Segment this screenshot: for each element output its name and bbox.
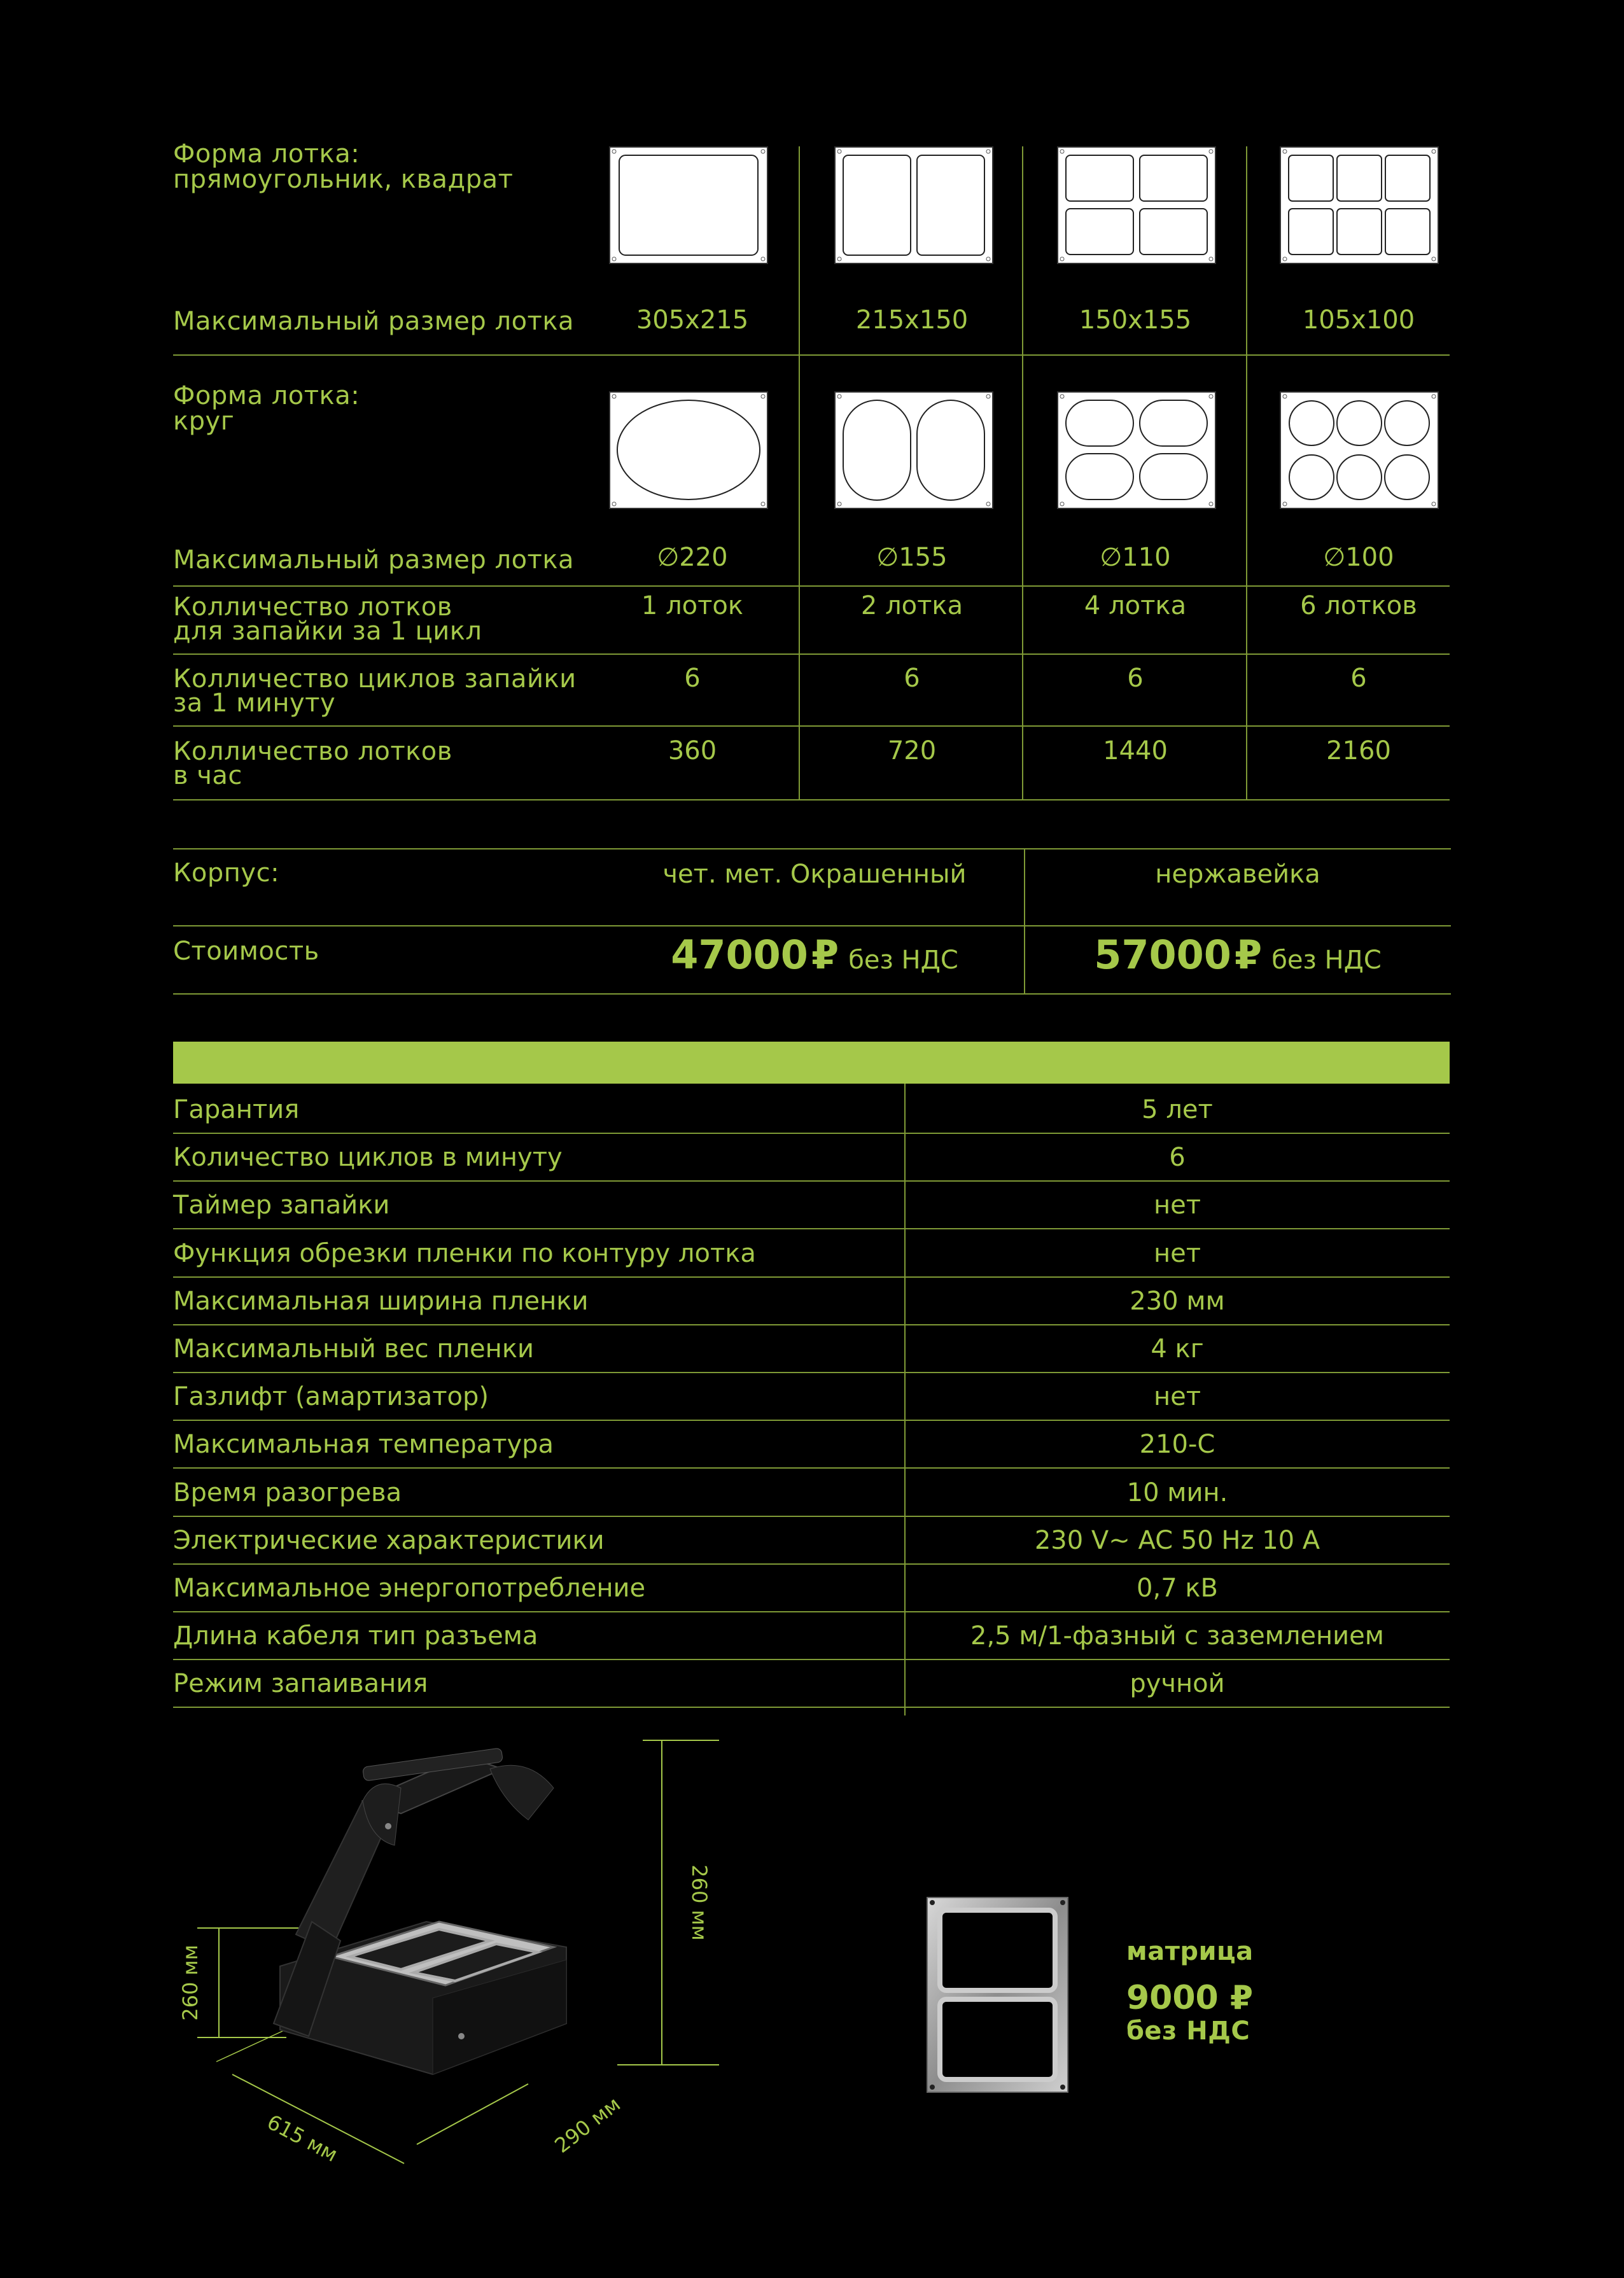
diameter-icon: ∅: [1323, 543, 1346, 572]
divider: [173, 993, 1451, 995]
rect-size-2: 215х150: [855, 305, 969, 335]
trays-per-cycle-label: Колличество лотков для запайки за 1 цикл: [173, 592, 482, 646]
column-divider: [1246, 146, 1247, 800]
tray-round-6-compartment-icon: [1280, 391, 1439, 509]
cost-label: Стоимость: [173, 937, 319, 966]
spec-label: Длина кабеля тип разъема: [173, 1621, 538, 1651]
spec-value: нет: [1153, 1238, 1201, 1268]
rect-size-1: 305х215: [636, 305, 749, 335]
body-option-painted: чет. мет. Окрашенный: [662, 860, 967, 889]
price-amount: 47000: [671, 932, 808, 978]
cycles-per-minute-label: Колличество циклов запайки за 1 минуту: [173, 664, 577, 718]
divider: [173, 799, 1450, 800]
width-label: 290 мм: [550, 2092, 626, 2158]
length-label: 615 мм: [263, 2109, 342, 2167]
round-shape-label-line1: Форма лотка:: [173, 381, 360, 410]
cycles-per-minute-3: 6: [1127, 664, 1144, 693]
spec-value: нет: [1153, 1382, 1201, 1412]
spec-value: 6: [1169, 1143, 1186, 1173]
matrix-price: 9000 ₽: [1126, 1979, 1254, 2017]
sealing-matrix-image: [926, 1896, 1069, 2093]
trays-per-cycle-3: 4 лотка: [1084, 591, 1187, 620]
tray-round-1-compartment-icon: [609, 391, 768, 509]
divider-round-section: [173, 585, 1450, 587]
trays-per-hour-label: Колличество лотков в час: [173, 737, 452, 790]
trays-per-hour-2: 720: [887, 736, 937, 765]
round-diameter-4: ∅100: [1323, 543, 1394, 572]
spec-label: Количество циклов в минуту: [173, 1143, 563, 1173]
spec-label: Электрические характеристики: [173, 1525, 605, 1555]
round-shape-label: [173, 383, 360, 434]
round-max-size-label: Максимальный размер лотка: [173, 545, 575, 575]
tray-round-4-compartment-icon: [1057, 391, 1216, 509]
column-divider: [799, 146, 800, 800]
tray-rect-4-compartment-icon: [1057, 146, 1216, 264]
rect-size-4: 105х100: [1302, 305, 1415, 335]
spec-row-divider: [173, 1707, 1450, 1708]
rect-max-size-label: Максимальный размер лотка: [173, 307, 575, 336]
divider-rect-section: [173, 354, 1450, 356]
height-right-label: 260 мм: [687, 1864, 711, 1941]
diameter-icon: ∅: [1100, 543, 1123, 572]
tray-sealer-machine-image: [172, 1731, 745, 2176]
rect-shape-label: [173, 141, 513, 192]
divider: [173, 725, 1450, 727]
trays-per-hour-4: 2160: [1326, 736, 1391, 765]
round-diameter-2: ∅155: [876, 543, 948, 572]
spec-label: Максимальная температура: [173, 1430, 554, 1460]
spec-label: Таймер запайки: [173, 1191, 390, 1220]
trays-per-cycle-1: 1 лоток: [641, 591, 744, 620]
spec-label: Гарантия: [173, 1095, 300, 1124]
round-diameter-1: ∅220: [657, 543, 728, 572]
column-divider: [1022, 146, 1023, 800]
spec-value: 10 мин.: [1126, 1478, 1228, 1507]
spec-value: 2,5 м/1-фазный с заземлением: [970, 1621, 1384, 1651]
spec-label: Максимальное энергопотребление: [173, 1574, 646, 1603]
trays-per-hour-3: 1440: [1103, 736, 1168, 765]
ruble-icon: ₽: [1235, 932, 1263, 978]
diameter-icon: ∅: [876, 543, 899, 572]
tray-rect-2-compartment-icon: [834, 146, 993, 264]
spec-value: 0,7 кВ: [1137, 1574, 1218, 1603]
spec-table-header-bar: [173, 1042, 1450, 1084]
column-divider: [1024, 848, 1025, 995]
trays-per-cycle-2: 2 лотка: [860, 591, 963, 620]
matrix-vat: без НДС: [1126, 2016, 1250, 2046]
tray-round-2-compartment-icon: [834, 391, 993, 509]
price-vat: без НДС: [1271, 946, 1382, 975]
spec-value: 210-С: [1139, 1430, 1215, 1460]
spec-value: 230 мм: [1130, 1286, 1225, 1316]
spec-value: 230 V~ AC 50 Hz 10 A: [1034, 1525, 1320, 1555]
divider: [173, 653, 1450, 655]
round-shape-label-line2: круг: [173, 407, 235, 436]
spec-label: Максимальный вес пленки: [173, 1334, 534, 1364]
price-amount: 57000: [1094, 932, 1231, 978]
tray-rect-1-compartment-icon: [609, 146, 768, 264]
rect-shape-label-line2: прямоугольник, квадрат: [173, 165, 514, 194]
spec-label: Максимальная ширина пленки: [173, 1286, 589, 1316]
matrix-label: матрица: [1126, 1937, 1254, 1966]
tray-rect-6-compartment-icon: [1280, 146, 1439, 264]
spec-label: Режим запаивания: [173, 1669, 428, 1699]
spec-label: Газлифт (амартизатор): [173, 1382, 489, 1412]
height-left-label: 260 мм: [178, 1945, 202, 2021]
spec-value: ручной: [1130, 1669, 1225, 1699]
divider: [173, 848, 1451, 849]
ruble-icon: ₽: [811, 932, 839, 978]
spec-label: Время разогрева: [173, 1478, 402, 1507]
rect-shape-label-line1: Форма лотка:: [173, 139, 360, 169]
cycles-per-minute-2: 6: [904, 664, 920, 693]
price-stainless: [1026, 932, 1450, 978]
cycles-per-minute-1: 6: [684, 664, 701, 693]
spec-value: 5 лет: [1142, 1095, 1213, 1124]
trays-per-hour-1: 360: [668, 736, 717, 765]
body-option-stainless: нержавейка: [1155, 860, 1320, 889]
price-vat: без НДС: [848, 946, 958, 975]
diameter-icon: ∅: [657, 543, 680, 572]
cycles-per-minute-4: 6: [1350, 664, 1367, 693]
spec-label: Функция обрезки пленки по контуру лотка: [173, 1238, 756, 1268]
rect-size-3: 150х155: [1079, 305, 1192, 335]
round-diameter-3: ∅110: [1100, 543, 1171, 572]
spec-value: нет: [1153, 1191, 1201, 1220]
spec-value: 4 кг: [1151, 1334, 1204, 1364]
trays-per-cycle-4: 6 лотков: [1300, 591, 1417, 620]
divider: [173, 925, 1451, 926]
body-label: Корпус:: [173, 858, 280, 888]
price-painted: [611, 932, 1018, 978]
